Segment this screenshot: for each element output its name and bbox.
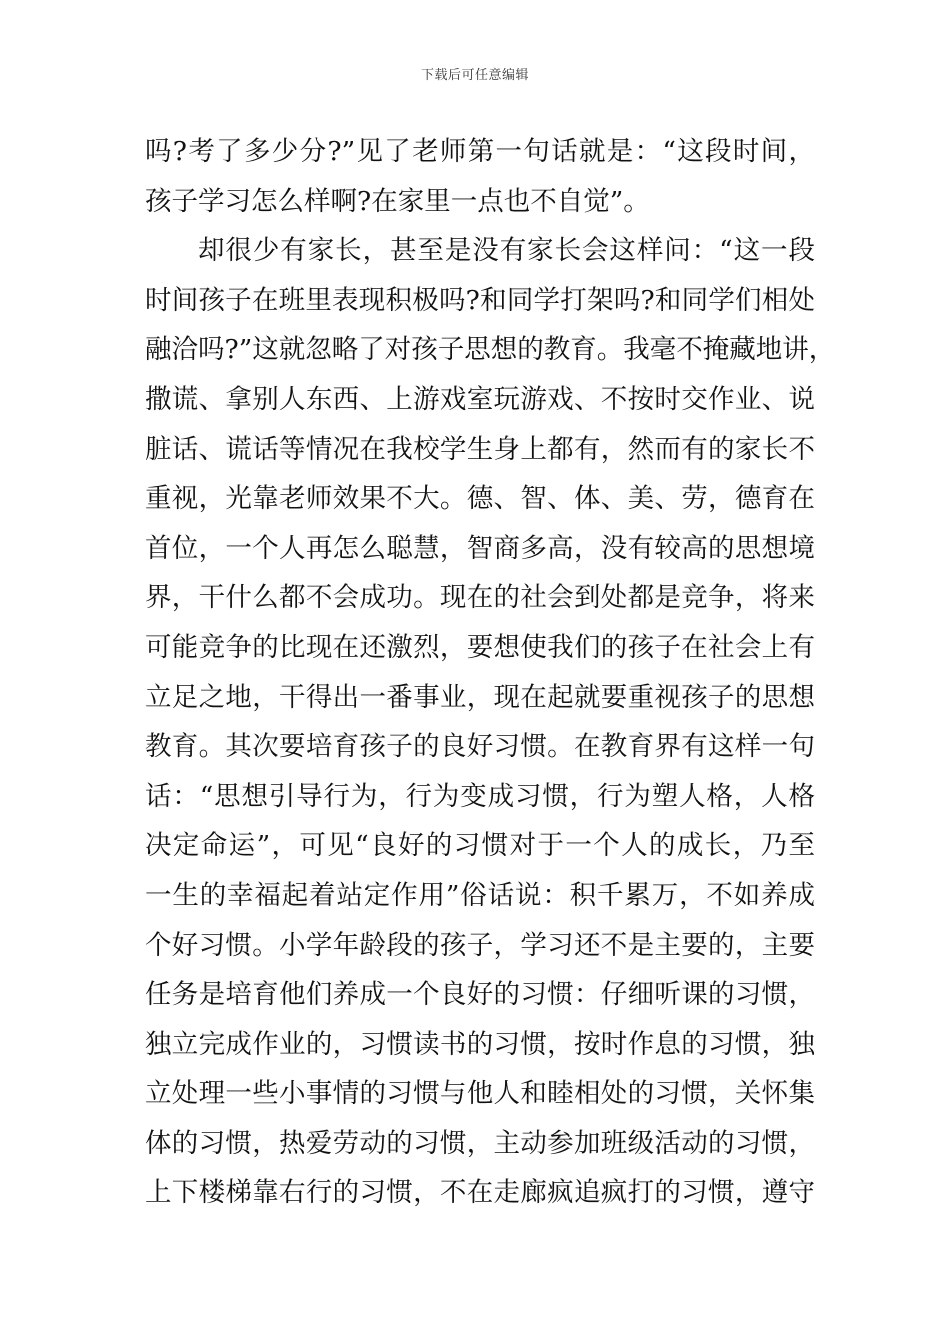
- text-line: 可能竞争的比现在还激烈，要想使我们的孩子在社会上有: [145, 631, 815, 663]
- text-line: 个好习惯。小学年龄段的孩子，学习还不是主要的，主要: [145, 929, 815, 961]
- text-line: 孩子学习怎么样啊?在家里一点也不自觉”。: [145, 185, 650, 217]
- page-header: 下载后可任意编辑: [420, 68, 529, 83]
- text-line: 决定命运”，可见“良好的习惯对于一个人的成长，乃至: [145, 830, 815, 862]
- text-line: 界，干什么都不会成功。现在的社会到处都是竞争，将来: [145, 582, 815, 614]
- text-line: 首位，一个人再怎么聪慧，智商多高，没有较高的思想境: [145, 532, 815, 564]
- text-line: 教育。其次要培育孩子的良好习惯。在教育界有这样一句: [145, 731, 815, 763]
- text-line: 任务是培育他们养成一个良好的习惯：仔细听课的习惯，: [145, 979, 815, 1011]
- body-text: [145, 127, 836, 1218]
- text-line: 立足之地，干得出一番事业，现在起就要重视孩子的思想: [145, 681, 815, 713]
- text-line: 脏话、谎话等情况在我校学生身上都有，然而有的家长不: [145, 433, 815, 465]
- text-line: 融洽吗?”这就忽略了对孩子思想的教育。我毫不掩藏地讲，: [145, 334, 836, 366]
- text-line: 体的习惯，热爱劳动的习惯，主动参加班级活动的习惯，: [145, 1127, 815, 1159]
- text-line: 独立完成作业的，习惯读书的习惯，按时作息的习惯，独: [145, 1028, 815, 1060]
- text-line: 立处理一些小事情的习惯与他人和睦相处的习惯，关怀集: [145, 1078, 815, 1110]
- text-line: 却很少有家长，甚至是没有家长会这样问：“这一段: [198, 235, 815, 267]
- text-line: 撒谎、拿别人东西、上游戏室玩游戏、不按时交作业、说: [145, 383, 815, 415]
- text-line: 话：“思想引导行为，行为变成习惯，行为塑人格，人格: [145, 780, 815, 812]
- text-line: 吗?考了多少分?”见了老师第一句话就是：“这段时间，: [145, 136, 815, 167]
- text-line: 重视，光靠老师效果不大。德、智、体、美、劳，德育在: [145, 483, 815, 515]
- text-line: 上下楼梯靠右行的习惯，不在走廊疯追疯打的习惯，遵守: [145, 1177, 815, 1209]
- text-line: 一生的幸福起着站定作用”俗话说：积千累万，不如养成: [145, 879, 815, 911]
- text-line: 时间孩子在班里表现积极吗?和同学打架吗?和同学们相处: [145, 284, 815, 316]
